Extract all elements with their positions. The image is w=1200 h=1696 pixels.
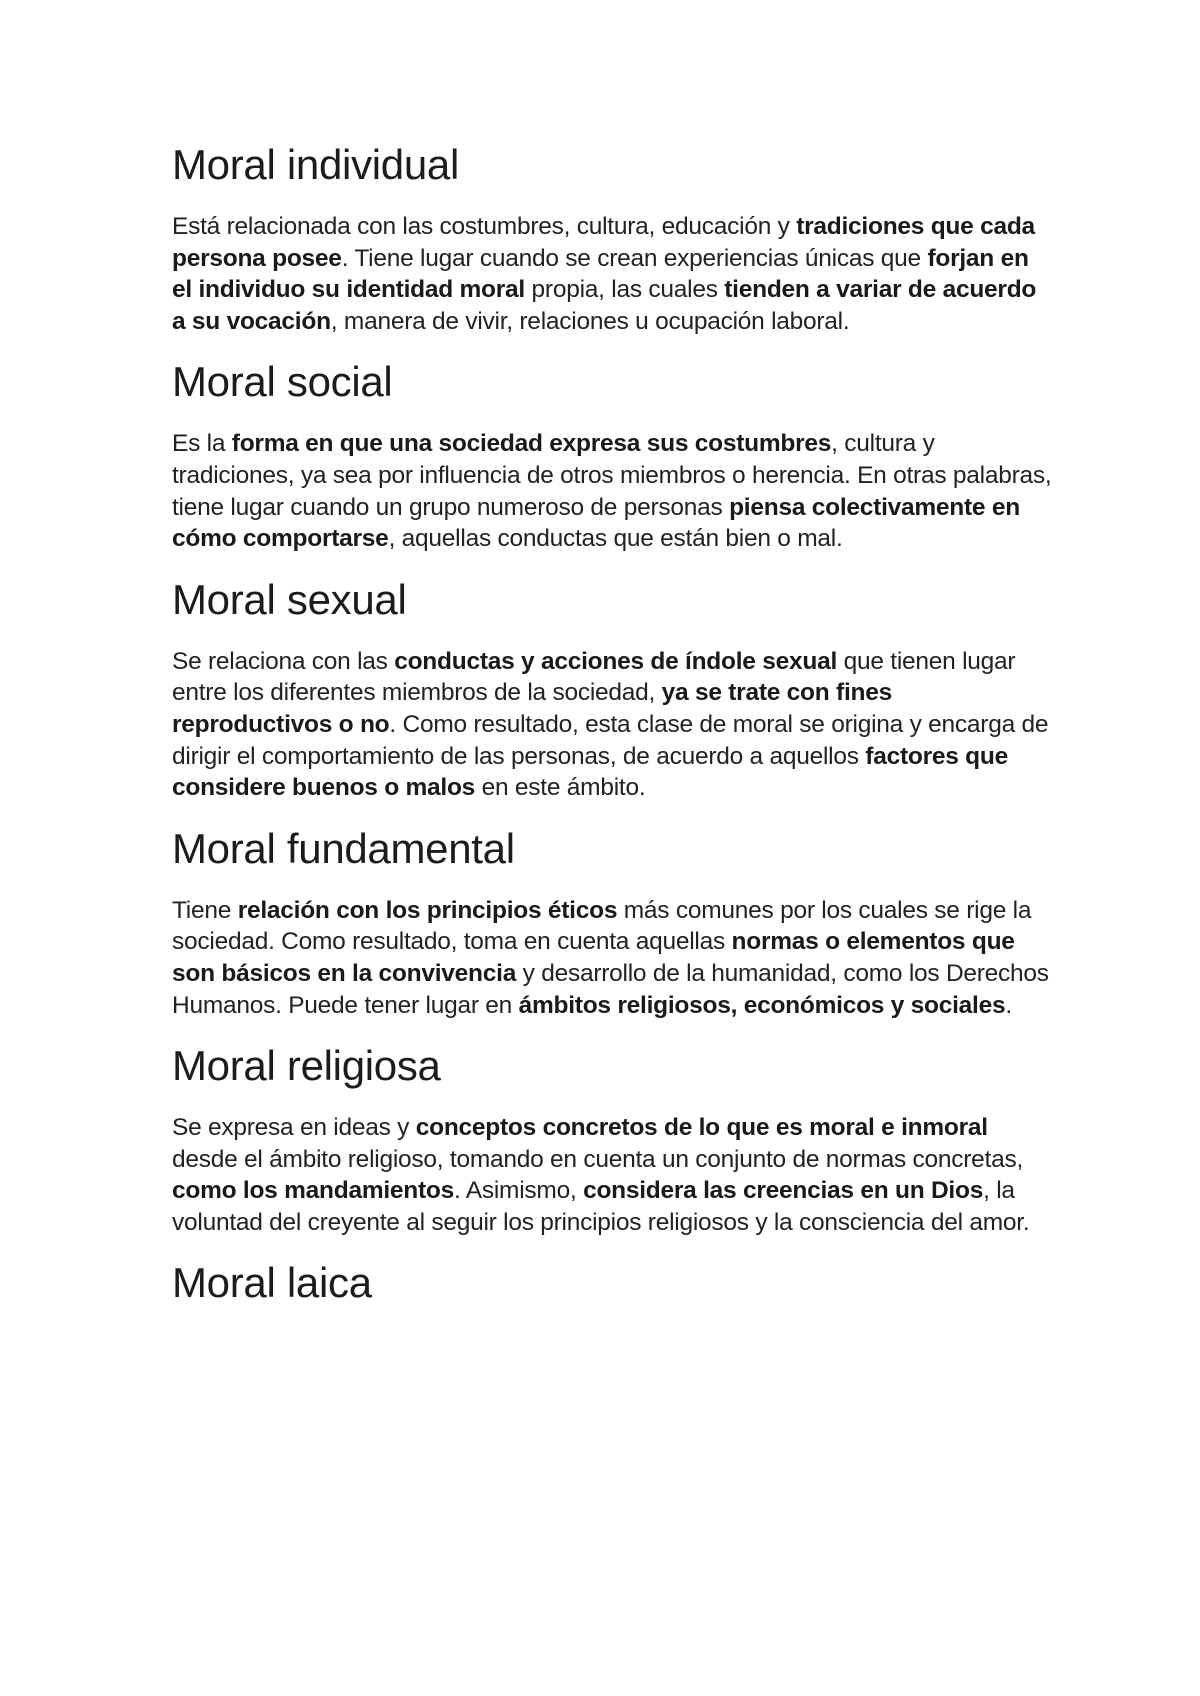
document-page [172, 140, 1052, 1329]
text-run: desde el ámbito religioso, tomando en cuenta un conjunto de normas concretas, [172, 1145, 1024, 1173]
bold-text-run: piensa colectivamente en cómo comportarse [172, 493, 1020, 553]
section-moral-fundamental [172, 824, 1052, 1021]
text-run: propia, las cuales [524, 276, 725, 304]
section-moral-laica [172, 1258, 1052, 1308]
section-paragraph [172, 1112, 1052, 1238]
bold-text-run: factores que considere buenos o malos [172, 742, 1008, 802]
text-run: . [1005, 991, 1012, 1019]
section-moral-religiosa [172, 1041, 1052, 1238]
bold-text-run: normas o elementos que son básicos en la convivencia [172, 928, 1015, 987]
section-paragraph [172, 428, 1052, 554]
text-run: Está relacionada con las costumbres, cultura, educación y [172, 213, 797, 240]
text-run: . Tiene lugar cuando se crean experiencias únicas que [341, 244, 928, 272]
text-run: Es la [172, 430, 232, 458]
bold-text-run: relación con los principios éticos [237, 896, 618, 924]
text-run: , aquellas conductas que están bien o mal. [388, 525, 843, 553]
bold-text-run: tienden a variar de acuerdo a su vocación [172, 276, 1037, 335]
bold-text-run: tradiciones que cada persona posee [172, 213, 1035, 272]
text-run: que tienen lugar entre los diferentes miembros de la sociedad, [172, 647, 1016, 707]
text-run: Tiene [172, 896, 238, 924]
text-run: más comunes por los cuales se rige la sociedad. Como resultado, toma en cuenta aquellas [172, 896, 1032, 956]
section-heading: Moral social [172, 358, 393, 406]
section-moral-social [172, 357, 1052, 554]
text-run: , manera de vivir, relaciones u ocupación laboral. [330, 307, 850, 335]
text-run: Se relaciona con las [172, 647, 395, 675]
text-run: . Como resultado, esta clase de moral se origina y encarga de dirigir el comportamiento de las personas, de acuerdo a aquellos [172, 710, 1049, 770]
section-heading: Moral sexual [172, 575, 407, 623]
section-heading: Moral individual [172, 141, 460, 188]
section-moral-individual [172, 140, 1052, 337]
bold-text-run: conductas y acciones de índole sexual [394, 647, 838, 675]
text-run: , la voluntad del creyente al seguir los principios religiosos y la consciencia del amor. [172, 1177, 1030, 1236]
text-run: Se expresa en ideas y [172, 1114, 416, 1142]
text-run: y desarrollo de la humanidad, como los Derechos Humanos. Puede tener lugar en [172, 959, 1049, 1019]
bold-text-run: conceptos concretos de lo que es moral e inmoral [415, 1114, 988, 1142]
section-heading: Moral fundamental [172, 824, 515, 872]
bold-text-run: considera las creencias en un Dios [583, 1177, 984, 1205]
section-paragraph [172, 211, 1052, 337]
section-heading: Moral religiosa [172, 1042, 441, 1090]
bold-text-run: como los mandamientos [172, 1177, 455, 1205]
section-paragraph [172, 895, 1052, 1021]
bold-text-run: forjan en el individuo su identidad moral [172, 244, 1029, 304]
text-run: . Asimismo, [454, 1177, 584, 1205]
text-run: , cultura y tradiciones, ya sea por influencia de otros miembros o herencia. En otras palabras, tiene lugar cuando un grupo numeroso de personas [172, 430, 1052, 521]
bold-text-run: ya se trate con fines reproductivos o no [172, 679, 892, 738]
section-moral-sexual [172, 575, 1052, 804]
bold-text-run: forma en que una sociedad expresa sus costumbres [231, 430, 832, 458]
bold-text-run: ámbitos religiosos, económicos y sociales [518, 991, 1006, 1019]
text-run: en este ámbito. [475, 774, 646, 802]
section-paragraph [172, 646, 1052, 804]
section-heading: Moral laica [172, 1259, 372, 1307]
